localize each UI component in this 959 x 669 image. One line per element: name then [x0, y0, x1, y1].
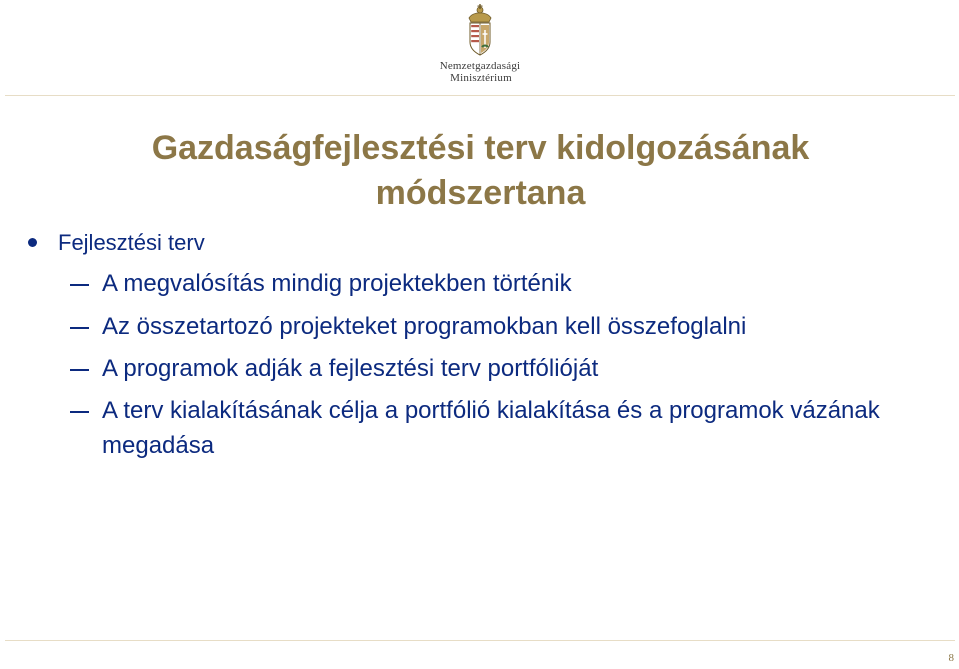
dash-icon	[70, 327, 89, 329]
page-number: 8	[948, 652, 954, 664]
dash-icon	[70, 284, 89, 286]
sub-item	[70, 393, 890, 463]
ministry-name-line-2: Minisztérium	[450, 72, 512, 84]
header-divider	[5, 95, 955, 96]
dash-icon	[70, 369, 89, 371]
sub-item-text: A terv kialakításának célja a portfólió kialakítása és a programok vázának megadása	[102, 397, 880, 459]
sub-item-text: Az összetartozó projekteket programokban kell összefoglalni	[102, 313, 747, 340]
sub-item	[70, 266, 890, 301]
ministry-logo	[418, 2, 542, 86]
sub-item	[70, 309, 890, 344]
main-bullet-text: Fejlesztési terv	[58, 230, 205, 255]
ministry-name-line-1: Nemzetgazdasági	[439, 60, 521, 72]
sub-item-text: A megvalósítás mindig projektekben történik	[102, 270, 572, 297]
bullet-dot-icon	[28, 238, 37, 247]
dash-icon	[70, 411, 89, 413]
slide-title: Gazdaságfejlesztési terv kidolgozásának módszertana	[151, 129, 810, 212]
ministry-name	[418, 60, 542, 84]
sub-item-text: A programok adják a fejlesztési terv portfólióját	[102, 355, 599, 382]
coat-of-arms-icon	[462, 2, 498, 58]
sub-item	[70, 351, 890, 386]
footer-divider	[5, 640, 955, 641]
main-bullet	[28, 230, 205, 255]
